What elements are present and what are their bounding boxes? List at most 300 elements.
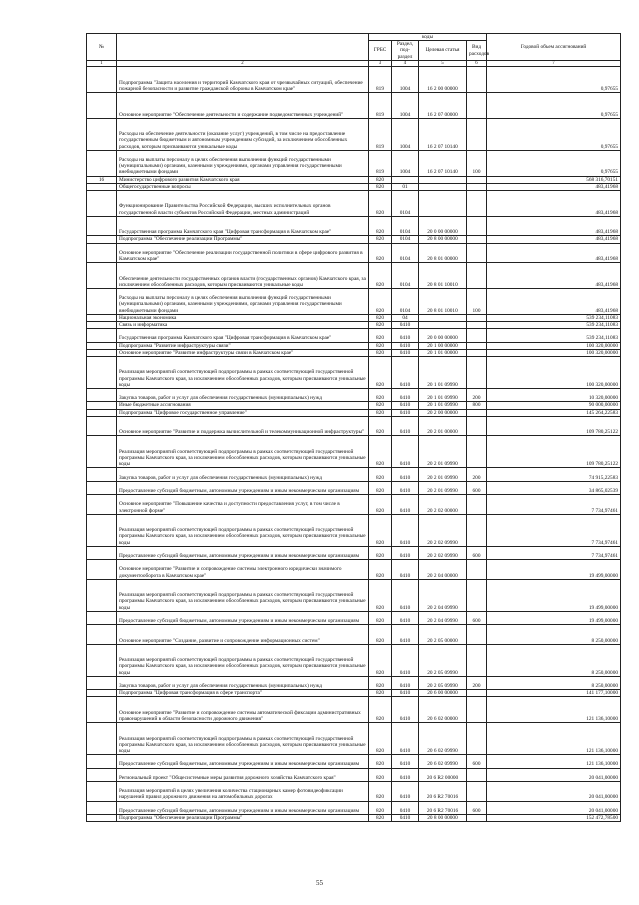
table-row <box>87 183 621 190</box>
row-number <box>87 243 117 263</box>
row-target-article: 20 6 02 09990 <box>419 723 467 755</box>
row-grbs: 820 <box>369 560 392 580</box>
row-amount: 19 499,00000 <box>487 579 621 611</box>
row-number <box>87 150 117 176</box>
row-target-article: 16 2 07 10140 <box>419 150 467 176</box>
row-number <box>87 611 117 624</box>
table-row <box>87 644 621 676</box>
row-number <box>87 690 117 697</box>
row-razdel <box>392 176 419 183</box>
row-amount: 20 041,00000 <box>487 768 621 781</box>
header-grbs: ГРБС <box>369 41 392 61</box>
row-grbs: 820 <box>369 183 392 190</box>
row-number <box>87 93 117 119</box>
row-razdel: 1004 <box>392 118 419 150</box>
row-amount: 7 734,97461 <box>487 546 621 559</box>
table-row <box>87 357 621 389</box>
table-row <box>87 468 621 481</box>
header-vr: Вид расходов <box>467 41 487 61</box>
row-description: Государственная программа Камчатского края "Цифровая трансформация в Камчатском крае" <box>117 216 369 236</box>
row-description: Подпрограмма "Цифровое государственное управление" <box>117 409 369 416</box>
row-description: Иные бюджетные ассигнования <box>117 402 369 409</box>
row-grbs: 820 <box>369 349 392 356</box>
col-index: 1 <box>87 60 117 66</box>
row-target-article: 20 8 01 00000 <box>419 243 467 263</box>
row-razdel: 0410 <box>392 546 419 559</box>
row-expense-type <box>467 436 487 468</box>
table-row <box>87 690 621 697</box>
table-row <box>87 755 621 768</box>
row-number <box>87 263 117 289</box>
row-number <box>87 314 117 321</box>
row-expense-type: 600 <box>467 801 487 814</box>
row-expense-type <box>467 349 487 356</box>
row-number <box>87 416 117 436</box>
table-row <box>87 329 621 342</box>
row-razdel: 1004 <box>392 93 419 119</box>
table-row <box>87 801 621 814</box>
row-expense-type <box>467 183 487 190</box>
row-target-article: 20 2 05 09990 <box>419 644 467 676</box>
row-target-article: 20 6 02 09990 <box>419 755 467 768</box>
table-row <box>87 191 621 217</box>
row-grbs: 820 <box>369 176 392 183</box>
table-row <box>87 579 621 611</box>
row-grbs: 820 <box>369 322 392 329</box>
row-grbs: 819 <box>369 118 392 150</box>
row-razdel: 0410 <box>392 814 419 821</box>
row-razdel: 0410 <box>392 644 419 676</box>
table-row <box>87 495 621 515</box>
row-expense-type <box>467 176 487 183</box>
row-grbs: 819 <box>369 67 392 93</box>
table-row <box>87 389 621 402</box>
row-razdel: 0410 <box>392 723 419 755</box>
row-number <box>87 342 117 349</box>
table-row <box>87 93 621 119</box>
row-expense-type <box>467 723 487 755</box>
header-num: № <box>87 34 117 61</box>
row-expense-type <box>467 329 487 342</box>
table-row <box>87 118 621 150</box>
row-target-article: 20 0 00 00000 <box>419 216 467 236</box>
table-row <box>87 402 621 409</box>
row-description: Реализация мероприятий в целях увеличения количества стационарных камер фотовидеофиксации нарушений правил дорожного движения на автомобильных дорогах <box>117 781 369 801</box>
row-number <box>87 118 117 150</box>
row-description: Основное мероприятие "Создание, развитие и сопровождение информационных систем" <box>117 625 369 645</box>
row-number <box>87 389 117 402</box>
row-target-article: 20 6 R2 70016 <box>419 801 467 814</box>
row-razdel: 0410 <box>392 495 419 515</box>
row-description: Реализация мероприятий соответствующей подпрограммы в рамках соответствующей государственной программы Камчатского края, за исключением обособленных расходов, которым присваиваются уникальные коды <box>117 644 369 676</box>
row-amount: 483,41968 <box>487 263 621 289</box>
row-target-article: 20 1 01 09990 <box>419 357 467 389</box>
row-description: Основное мероприятие "Развитие и сопровождение системы электронного юридически значимого документооборота в Камчатском крае" <box>117 560 369 580</box>
row-expense-type <box>467 342 487 349</box>
row-description: Закупка товаров, работ и услуг для обеспечения государственных (муниципальных) нужд <box>117 389 369 402</box>
row-expense-type: 100 <box>467 289 487 315</box>
row-number <box>87 289 117 315</box>
row-expense-type: 200 <box>467 676 487 689</box>
table-row <box>87 625 621 645</box>
row-expense-type: 600 <box>467 546 487 559</box>
row-target-article: 20 2 04 09990 <box>419 611 467 624</box>
row-grbs: 820 <box>369 768 392 781</box>
row-description: Министерство цифрового развития Камчатского края <box>117 176 369 183</box>
budget-table <box>86 33 621 822</box>
row-number <box>87 768 117 781</box>
row-number <box>87 546 117 559</box>
col-index: 4 <box>392 60 419 66</box>
table-row <box>87 67 621 93</box>
row-amount: 145 264,22583 <box>487 409 621 416</box>
row-grbs: 820 <box>369 690 392 697</box>
row-amount: 34 865,02539 <box>487 481 621 494</box>
row-expense-type <box>467 579 487 611</box>
table-row <box>87 723 621 755</box>
row-amount: 19 499,00000 <box>487 560 621 580</box>
row-grbs: 820 <box>369 814 392 821</box>
row-description: Расходы на обеспечение деятельности (оказание услуг) учреждений, в том числе на предоставление государственным бюджетным и автономным учреждениям субсидий, за исключением обособленных расходов, которым присваиваются уникальные коды <box>117 118 369 150</box>
row-amount: 8 250,00000 <box>487 676 621 689</box>
row-grbs: 820 <box>369 755 392 768</box>
row-amount: 8 250,00000 <box>487 644 621 676</box>
table-row <box>87 216 621 236</box>
row-number <box>87 322 117 329</box>
row-target-article <box>419 322 467 329</box>
row-description: Государственная программа Камчатского края "Цифровая трансформация в Камчатском крае" <box>117 329 369 342</box>
row-razdel: 0104 <box>392 191 419 217</box>
table-row <box>87 289 621 315</box>
row-grbs: 820 <box>369 723 392 755</box>
row-razdel: 0410 <box>392 755 419 768</box>
header-amount: Годовой объем ассигнований <box>487 34 621 61</box>
row-description: Основное мероприятие "Развитие и поддержка вычислительной и телекоммуникационной инфраструктуры" <box>117 416 369 436</box>
row-amount: 483,41968 <box>487 236 621 243</box>
row-number <box>87 436 117 468</box>
row-description: Реализация мероприятий соответствующей подпрограммы в рамках соответствующей государственной программы Камчатского края, за исключением обособленных расходов, которым присваиваются уникальные коды <box>117 436 369 468</box>
table-row <box>87 768 621 781</box>
row-number <box>87 481 117 494</box>
row-description: Предоставление субсидий бюджетным, автономным учреждениям и иным некоммерческим организациям <box>117 801 369 814</box>
row-expense-type <box>467 243 487 263</box>
row-expense-type <box>467 314 487 321</box>
table-row <box>87 409 621 416</box>
table-row <box>87 243 621 263</box>
table-row <box>87 322 621 329</box>
row-description: Предоставление субсидий бюджетным, автономным учреждениям и иным некоммерческим организациям <box>117 481 369 494</box>
row-description: Подпрограмма "Цифровая трансформация в сфере транспорта" <box>117 690 369 697</box>
row-razdel: 0104 <box>392 236 419 243</box>
row-target-article: 20 6 R2 70016 <box>419 781 467 801</box>
row-description: Основное мероприятие "Развитие и сопровождение системы автоматической фиксации административных правонарушений в области безопасности дорожного движения" <box>117 697 369 723</box>
row-description: Реализация мероприятий соответствующей подпрограммы в рамках соответствующей государственной программы Камчатского края, за исключением обособленных расходов, которым присваиваются уникальные коды <box>117 723 369 755</box>
row-amount: 0,97655 <box>487 150 621 176</box>
row-razdel: 0410 <box>392 690 419 697</box>
row-number <box>87 402 117 409</box>
row-razdel: 0410 <box>392 416 419 436</box>
row-target-article: 20 1 01 09990 <box>419 402 467 409</box>
row-expense-type: 600 <box>467 755 487 768</box>
row-expense-type: 600 <box>467 611 487 624</box>
row-razdel: 0410 <box>392 481 419 494</box>
row-amount: 121 136,10000 <box>487 723 621 755</box>
row-description: Предоставление субсидий бюджетным, автономным учреждениям и иным некоммерческим организациям <box>117 611 369 624</box>
row-amount: 100 320,00000 <box>487 342 621 349</box>
row-description: Основное мероприятие "Развитие инфраструктуры связи в Камчатском крае" <box>117 349 369 356</box>
table-row <box>87 514 621 546</box>
row-expense-type <box>467 191 487 217</box>
row-number <box>87 183 117 190</box>
row-grbs: 820 <box>369 389 392 402</box>
row-razdel: 0410 <box>392 409 419 416</box>
row-target-article: 20 1 00 00000 <box>419 342 467 349</box>
row-grbs: 820 <box>369 611 392 624</box>
row-target-article: 20 8 00 00000 <box>419 236 467 243</box>
row-razdel: 0410 <box>392 329 419 342</box>
row-grbs: 820 <box>369 402 392 409</box>
row-grbs: 820 <box>369 781 392 801</box>
table-row <box>87 814 621 821</box>
row-grbs: 820 <box>369 243 392 263</box>
row-razdel: 0410 <box>392 342 419 349</box>
row-razdel: 01 <box>392 183 419 190</box>
row-target-article: 20 2 00 00000 <box>419 409 467 416</box>
row-number <box>87 579 117 611</box>
row-expense-type <box>467 67 487 93</box>
row-description: Расходы на выплаты персоналу в целях обеспечения выполнения функций государственными (муниципальными) органами, казенными учреждениями, органами управления государственными внебюджетными фондами <box>117 289 369 315</box>
row-razdel: 0104 <box>392 289 419 315</box>
row-expense-type: 800 <box>467 402 487 409</box>
row-target-article: 16 2 07 10140 <box>419 118 467 150</box>
table-row <box>87 697 621 723</box>
row-amount: 121 136,10000 <box>487 697 621 723</box>
row-description: Подпрограмма "Развитие инфраструктуры связи" <box>117 342 369 349</box>
col-index: 2 <box>117 60 369 66</box>
row-grbs: 820 <box>369 191 392 217</box>
row-description: Закупка товаров, работ и услуг для обеспечения государственных (муниципальных) нужд <box>117 468 369 481</box>
row-grbs: 820 <box>369 236 392 243</box>
row-razdel: 0410 <box>392 322 419 329</box>
row-razdel: 1004 <box>392 67 419 93</box>
row-grbs: 820 <box>369 644 392 676</box>
row-number <box>87 216 117 236</box>
table-header-row <box>87 34 621 41</box>
row-razdel: 0410 <box>392 402 419 409</box>
row-grbs: 820 <box>369 579 392 611</box>
row-target-article: 16 2 07 00000 <box>419 93 467 119</box>
row-number: 16 <box>87 176 117 183</box>
row-amount: 483,41968 <box>487 243 621 263</box>
row-razdel: 0104 <box>392 263 419 289</box>
row-expense-type <box>467 322 487 329</box>
row-description: Функционирование Правительства Российской Федерации, высших исполнительных органов государственной власти субъектов Российской Федерации, местных администраций <box>117 191 369 217</box>
row-grbs: 820 <box>369 801 392 814</box>
header-description <box>117 34 369 61</box>
row-razdel: 0410 <box>392 611 419 624</box>
row-description: Связь и информатика <box>117 322 369 329</box>
row-expense-type: 200 <box>467 389 487 402</box>
row-description: Региональный проект "Общесистемные меры развития дорожного хозяйства Камчатского края" <box>117 768 369 781</box>
col-index: 6 <box>467 60 487 66</box>
row-grbs: 820 <box>369 697 392 723</box>
table-row <box>87 416 621 436</box>
row-number <box>87 495 117 515</box>
row-target-article: 20 2 04 09990 <box>419 579 467 611</box>
row-target-article: 20 2 05 09990 <box>419 676 467 689</box>
row-description: Основное мероприятие "Обеспечение реализации государственной политики в сфере цифрового развития в Камчатском крае" <box>117 243 369 263</box>
row-grbs: 820 <box>369 216 392 236</box>
table-body <box>87 67 621 822</box>
row-number <box>87 801 117 814</box>
row-expense-type <box>467 495 487 515</box>
row-number <box>87 191 117 217</box>
row-razdel: 0410 <box>392 389 419 402</box>
row-amount: 8 250,00000 <box>487 625 621 645</box>
row-grbs: 820 <box>369 289 392 315</box>
row-target-article <box>419 176 467 183</box>
row-target-article: 20 2 02 09990 <box>419 514 467 546</box>
row-number <box>87 814 117 821</box>
row-amount: 539 234,11083 <box>487 329 621 342</box>
row-amount: 483,41968 <box>487 191 621 217</box>
row-description: Обеспечение деятельности государственных органов власти (государственных органов) Камчатского края, за исключением обособленных расходов, которым присваиваются уникальные коды <box>117 263 369 289</box>
row-razdel: 0410 <box>392 349 419 356</box>
table-row <box>87 481 621 494</box>
row-number <box>87 329 117 342</box>
row-amount: 20 041,00000 <box>487 781 621 801</box>
row-grbs: 820 <box>369 495 392 515</box>
row-number <box>87 468 117 481</box>
row-number <box>87 514 117 546</box>
row-amount: 7 734,97461 <box>487 495 621 515</box>
row-expense-type: 200 <box>467 468 487 481</box>
row-grbs: 820 <box>369 329 392 342</box>
row-target-article: 20 8 00 00000 <box>419 814 467 821</box>
row-amount: 100 320,00000 <box>487 357 621 389</box>
row-target-article: 20 2 01 09990 <box>419 481 467 494</box>
row-expense-type <box>467 690 487 697</box>
row-target-article: 20 2 02 00000 <box>419 495 467 515</box>
row-expense-type <box>467 409 487 416</box>
row-target-article <box>419 191 467 217</box>
table-row <box>87 781 621 801</box>
row-expense-type <box>467 560 487 580</box>
row-target-article <box>419 183 467 190</box>
row-number <box>87 236 117 243</box>
table-row <box>87 314 621 321</box>
row-expense-type <box>467 236 487 243</box>
row-number <box>87 625 117 645</box>
row-expense-type: 600 <box>467 481 487 494</box>
row-target-article: 20 0 00 00000 <box>419 329 467 342</box>
row-number <box>87 349 117 356</box>
row-grbs: 820 <box>369 409 392 416</box>
row-amount: 7 734,97461 <box>487 514 621 546</box>
row-grbs: 819 <box>369 93 392 119</box>
row-target-article <box>419 314 467 321</box>
row-expense-type <box>467 781 487 801</box>
col-index: 3 <box>369 60 392 66</box>
row-amount: 539 234,11083 <box>487 322 621 329</box>
table-row <box>87 150 621 176</box>
row-expense-type <box>467 118 487 150</box>
row-grbs: 820 <box>369 263 392 289</box>
row-amount: 0,97655 <box>487 118 621 150</box>
row-target-article: 20 2 01 09990 <box>419 468 467 481</box>
row-target-article: 20 1 01 09990 <box>419 389 467 402</box>
row-amount: 121 136,10000 <box>487 755 621 768</box>
row-amount: 90 000,00000 <box>487 402 621 409</box>
row-amount: 100 320,00000 <box>487 349 621 356</box>
row-expense-type <box>467 644 487 676</box>
row-amount: 483,41968 <box>487 289 621 315</box>
row-number <box>87 723 117 755</box>
row-description: Предоставление субсидий бюджетным, автономным учреждениям и иным некоммерческим организациям <box>117 546 369 559</box>
row-number <box>87 676 117 689</box>
row-amount: 109 780,25122 <box>487 436 621 468</box>
row-target-article: 20 8 01 10010 <box>419 263 467 289</box>
page-number: 55 <box>316 879 323 887</box>
row-grbs: 820 <box>369 468 392 481</box>
row-razdel: 0410 <box>392 357 419 389</box>
table-row <box>87 560 621 580</box>
table-row <box>87 546 621 559</box>
table-row <box>87 676 621 689</box>
row-grbs: 819 <box>369 150 392 176</box>
row-target-article: 20 6 00 00000 <box>419 690 467 697</box>
row-grbs: 820 <box>369 546 392 559</box>
row-number <box>87 697 117 723</box>
table-row <box>87 342 621 349</box>
row-amount: 0,97655 <box>487 93 621 119</box>
row-description: Подпрограмма "Обеспечение реализации Программы" <box>117 814 369 821</box>
row-description: Реализация мероприятий соответствующей подпрограммы в рамках соответствующей государственной программы Камчатского края, за исключением обособленных расходов, которым присваиваются уникальные коды <box>117 514 369 546</box>
row-number <box>87 560 117 580</box>
row-grbs: 820 <box>369 625 392 645</box>
row-grbs: 820 <box>369 676 392 689</box>
table-row <box>87 611 621 624</box>
table-row <box>87 263 621 289</box>
row-target-article: 20 6 02 00000 <box>419 697 467 723</box>
row-description: Предоставление субсидий бюджетным, автономным учреждениям и иным некоммерческим организациям <box>117 755 369 768</box>
row-target-article: 20 2 01 09990 <box>419 436 467 468</box>
row-grbs: 820 <box>369 342 392 349</box>
row-expense-type <box>467 768 487 781</box>
row-grbs: 820 <box>369 416 392 436</box>
row-amount: 109 780,25122 <box>487 416 621 436</box>
row-amount: 539 234,11083 <box>487 314 621 321</box>
row-description: Подпрограмма "Обеспечение реализации Программы" <box>117 236 369 243</box>
table-row <box>87 436 621 468</box>
row-expense-type <box>467 216 487 236</box>
row-description: Основное мероприятие "Обеспечение деятельности и содержание подведомственных учреждений" <box>117 93 369 119</box>
row-razdel: 0104 <box>392 216 419 236</box>
header-csr: Целевая статья <box>419 41 467 61</box>
row-amount: 74 915,22583 <box>487 468 621 481</box>
row-target-article: 20 2 01 00000 <box>419 416 467 436</box>
row-amount: 483,41968 <box>487 183 621 190</box>
row-expense-type <box>467 625 487 645</box>
table-row <box>87 176 621 183</box>
header-codes: коды <box>369 34 487 41</box>
row-description: Закупка товаров, работ и услуг для обеспечения государственных (муниципальных) нужд <box>117 676 369 689</box>
row-description: Подпрограмма "Защита населения и территорий Камчатского края от чрезвычайных ситуаций, обеспечение пожарной безопасности и развитие гражданской обороны в Камчатском крае" <box>117 67 369 93</box>
row-target-article: 20 6 R2 00000 <box>419 768 467 781</box>
row-number <box>87 781 117 801</box>
header-razdel: Раздел, под-раздел <box>392 41 419 61</box>
row-razdel: 0410 <box>392 801 419 814</box>
